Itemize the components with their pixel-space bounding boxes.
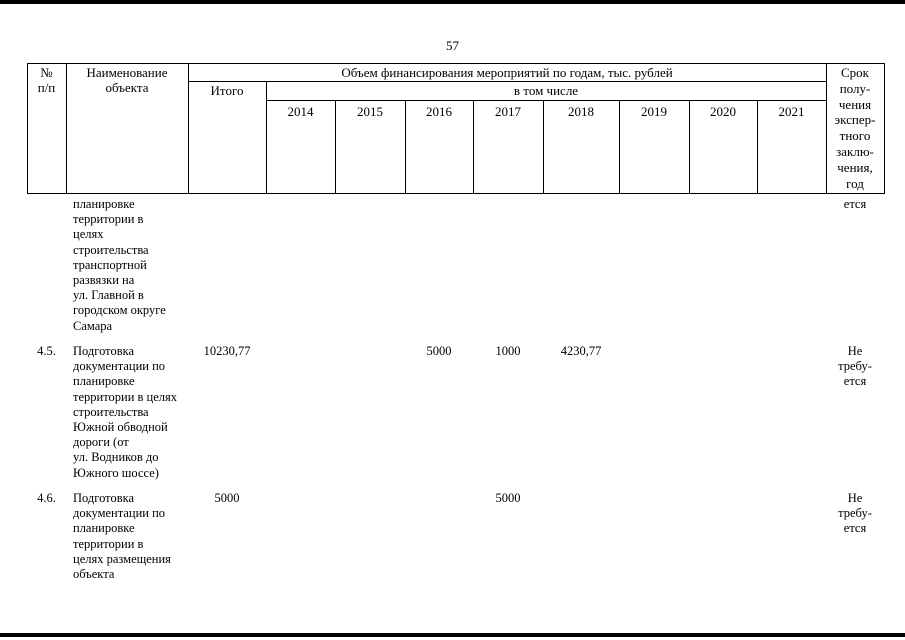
row-term	[826, 344, 884, 390]
row-name-line: территории в целях	[73, 389, 178, 404]
row-total: 5000	[214, 491, 240, 505]
header-year-2017: 2017	[495, 104, 521, 119]
row-name-line: Подготовка	[73, 344, 135, 358]
page-number: 57	[446, 38, 459, 53]
header-name	[66, 65, 188, 95]
row-name-line: Южного шоссе)	[73, 465, 159, 480]
row-name-line: целях размещения	[73, 551, 171, 566]
header-term-line: заклю-	[836, 143, 874, 159]
row-name-line: ул. Водников до	[73, 450, 159, 465]
row-term-line: ется	[843, 197, 867, 211]
row-name-line: Подготовка	[73, 491, 135, 505]
row-name-line: планировке	[73, 521, 135, 536]
row-term-line: требу-	[838, 359, 872, 374]
row-name-line: Южной обводной	[73, 420, 168, 435]
row-2018: 4230,77	[560, 344, 602, 358]
header-term-line: чения,	[837, 159, 873, 175]
row-num: 4.6.	[37, 491, 56, 505]
header-term-line: год	[846, 175, 864, 191]
header-year-2015: 2015	[357, 104, 383, 119]
row-2017: 1000	[495, 344, 521, 358]
top-border	[0, 0, 905, 4]
row-name-line: Самара	[73, 318, 113, 333]
row-name-line: территории в	[73, 536, 144, 551]
header-year-2021: 2021	[778, 104, 805, 119]
row-num: 4.5.	[37, 344, 56, 358]
row-name-line: целях	[73, 227, 104, 242]
header-num-line: №	[40, 65, 53, 80]
header-name-line: объекта	[105, 80, 149, 95]
row-term	[826, 197, 884, 212]
row-total: 10230,77	[203, 344, 251, 358]
row-name-line: документации по	[73, 359, 166, 374]
header-term	[826, 65, 884, 191]
row-name-line: строительства	[73, 404, 149, 419]
row-name-line: ул. Главной в	[73, 288, 144, 303]
row-name-line: документации по	[73, 506, 166, 521]
header-year-2014: 2014	[287, 104, 314, 119]
header-name-line: Наименование	[86, 65, 168, 80]
header-term-line: Срок	[841, 65, 869, 80]
row-name-line: транспортной	[73, 257, 147, 272]
header-term-line: экспер-	[834, 112, 876, 128]
row-name-line: развязки на	[73, 273, 135, 288]
row-name-line: строительства	[73, 242, 149, 257]
row-name-line: объекта	[73, 567, 115, 582]
row-2017: 5000	[495, 491, 521, 505]
header-term-line: тного	[839, 128, 871, 144]
row-name-line: планировке	[73, 374, 135, 389]
header-total: Итого	[210, 83, 244, 98]
row-name	[73, 197, 191, 334]
header-including: в том числе	[513, 83, 579, 98]
row-name-line: дороги (от	[73, 435, 129, 450]
row-2016: 5000	[426, 344, 452, 358]
header-term-line: чения	[838, 96, 872, 112]
header-term-line: полу-	[839, 80, 871, 96]
row-term-line: требу-	[838, 506, 872, 521]
row-name-line: городском округе	[73, 303, 166, 318]
row-name-line: планировке	[73, 197, 135, 211]
header-funding: Объем финансирования мероприятий по годам, тыс. рублей	[341, 65, 673, 80]
bottom-border	[0, 633, 905, 637]
row-name	[73, 344, 191, 481]
row-name-line: территории в	[73, 212, 144, 227]
row-term-line: ется	[843, 521, 867, 536]
row-term-line: ется	[843, 374, 867, 389]
header-num-line: п/п	[37, 80, 56, 95]
row-name	[73, 491, 191, 582]
header-year-2020: 2020	[710, 104, 736, 119]
header-year-2019: 2019	[641, 104, 667, 119]
header-num	[27, 65, 66, 95]
row-term	[826, 491, 884, 537]
row-term-line: Не	[847, 344, 863, 358]
header-year-2018: 2018	[568, 104, 594, 119]
header-year-2016: 2016	[426, 104, 452, 119]
row-term-line: Не	[847, 491, 863, 505]
